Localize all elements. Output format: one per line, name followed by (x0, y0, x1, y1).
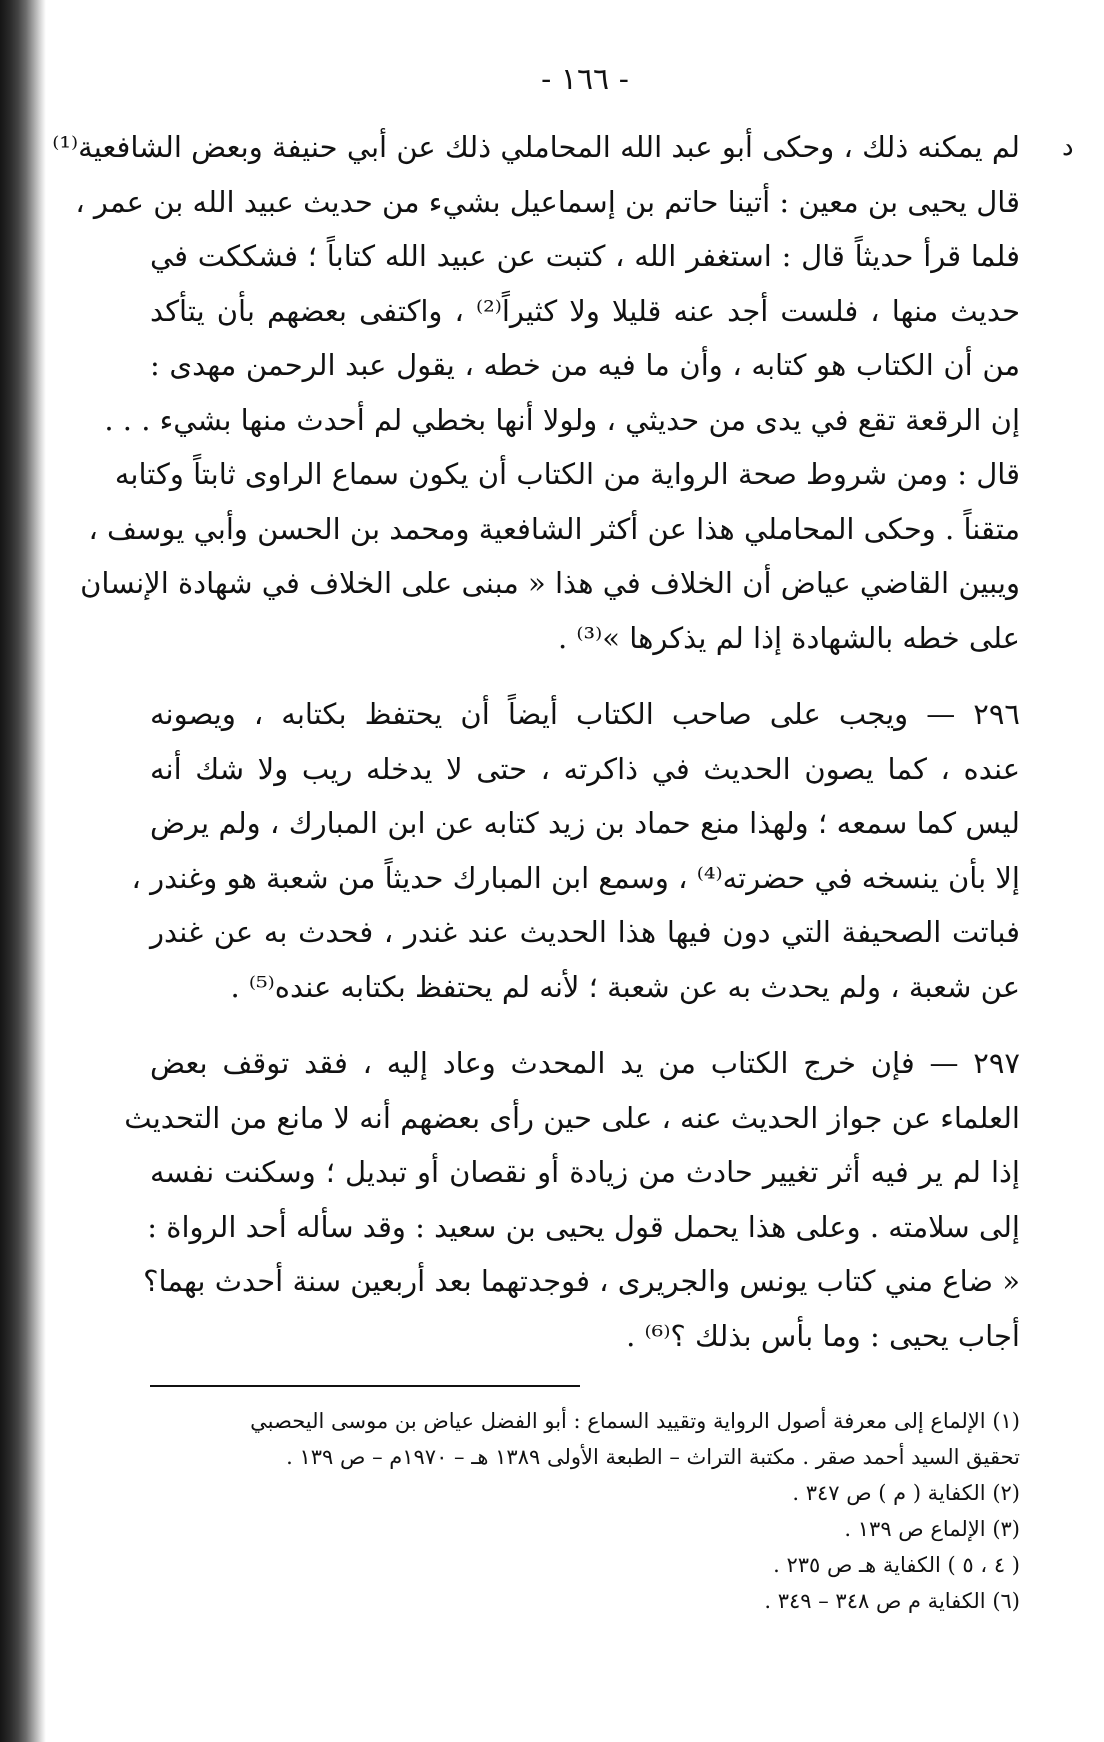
text-line: « ضاع مني كتاب يونس والجريرى ، فوجدتهما بعد أربعين سنة أحدث بهما؟ (143, 1264, 1020, 1298)
footnote: (٦) الكفاية م ص ٣٤٨ – ٣٤٩ . (764, 1589, 1020, 1613)
margin-mark: ﺩ (1062, 132, 1074, 162)
text-line: عن شعبة ، ولم يحدث به عن شعبة ؛ لأنه لم يحتفظ بكتابه عنده⁽⁵⁾ . (230, 969, 1020, 1004)
text-line: حديث منها ، فلست أجد عنه قليلا ولا كثيراً⁽²⁾ ، واكتفى بعضهم بأن يتأكد (150, 293, 1020, 328)
text-line: إلا بأن ينسخه في حضرته⁽⁴⁾ ، وسمع ابن المبارك حديثاً من شعبة هو وغندر ، (131, 860, 1020, 895)
text-line: متقناً . وحكى المحاملي هذا عن أكثر الشافعية ومحمد بن الحسن وأبي يوسف ، (88, 511, 1020, 546)
text-line: قال : ومن شروط صحة الرواية من الكتاب أن يكون سماع الراوى ثابتاً وكتابه (114, 457, 1020, 491)
text-line: عنده ، كما يصون الحديث في ذاكرته ، حتى لا يدخله ريب ولا شك أنه (150, 751, 1020, 786)
footnote-divider (150, 1385, 580, 1387)
text-line: ويبين القاضي عياض أن الخلاف في هذا « مبنى على الخلاف في شهادة الإنسان (80, 566, 1020, 600)
text-line: لم يمكنه ذلك ، وحكى أبو عبد الله المحاملي ذلك عن أبي حنيفة وبعض الشافعية⁽¹⁾ (52, 130, 1020, 164)
paragraph-297 (124, 1036, 1020, 1363)
footnote: (٣) الإلماع ص ١٣٩ . (844, 1517, 1020, 1541)
text-line: إذا لم ير فيه أثر تغيير حادث من زيادة أو نقصان أو تبديل ؛ وسكنت نفسه (150, 1155, 1020, 1189)
footnote-continuation: تحقيق السيد أحمد صقر . مكتبة التراث – الطبعة الأولى ١٣٨٩ هـ – ١٩٧٠م – ص ١٣٩ . (286, 1445, 1020, 1469)
text-line: إلى سلامته . وعلى هذا يحمل قول يحيى بن سعيد : وقد سأله أحد الرواة : (147, 1209, 1020, 1244)
page-number: - ١٦٦ - (541, 62, 629, 97)
text-line: ليس كما سمعه ؛ ولهذا منع حماد بن زيد كتابه عن ابن المبارك ، ولم يرض (150, 806, 1020, 840)
paragraph-1 (52, 120, 1020, 665)
text-line: فلما قرأ حديثاً قال : استغفر الله ، كتبت عن عبيد الله كتاباً ؛ فشككت في (150, 239, 1020, 273)
text-line: ٢٩٧ — فإن خرج الكتاب من يد المحدث وعاد إليه ، فقد توقف بعض (150, 1046, 1020, 1080)
text-line: قال يحيى بن معين : أتينا حاتم بن إسماعيل بشيء من حديث عبيد الله بن عمر ، (75, 184, 1020, 219)
text-line: فباتت الصحيفة التي دون فيها هذا الحديث عند غندر ، فحدث به عن غندر (150, 915, 1020, 949)
text-line: من أن الكتاب هو كتابه ، وأن ما فيه من خطه ، يقول عبد الرحمن مهدى : (150, 348, 1020, 382)
footnote: (٢) الكفاية ( م ) ص ٣٤٧ . (792, 1481, 1020, 1505)
text-line: إن الرقعة تقع في يدى من حديثي ، ولولا أنها بخطي لم أحدث منها بشيء . . . (104, 402, 1020, 437)
footnote: (١) الإلماع إلى معرفة أصول الرواية وتقييد السماع : أبو الفضل عياض بن موسى اليحصبي (250, 1409, 1020, 1433)
body-text (52, 120, 1020, 1363)
footnote: ( ٤ ، ٥ ) الكفاية هـ ص ٢٣٥ . (773, 1553, 1020, 1577)
paragraph-296 (131, 687, 1020, 1014)
book-binding-edge (0, 0, 46, 1742)
text-line: أجاب يحيى : وما بأس بذلك ؟⁽⁶⁾ . (626, 1318, 1020, 1353)
text-line: العلماء عن جواز الحديث عنه ، على حين رأى بعضهم أنه لا مانع من التحديث (124, 1100, 1020, 1135)
document-page (52, 60, 1020, 1619)
text-line: ٢٩٦ — ويجب على صاحب الكتاب أيضاً أن يحتفظ بكتابه ، ويصونه (150, 697, 1020, 731)
text-line: على خطه بالشهادة إذا لم يذكرها »⁽³⁾ . (557, 620, 1020, 655)
footnotes (150, 1403, 1020, 1619)
